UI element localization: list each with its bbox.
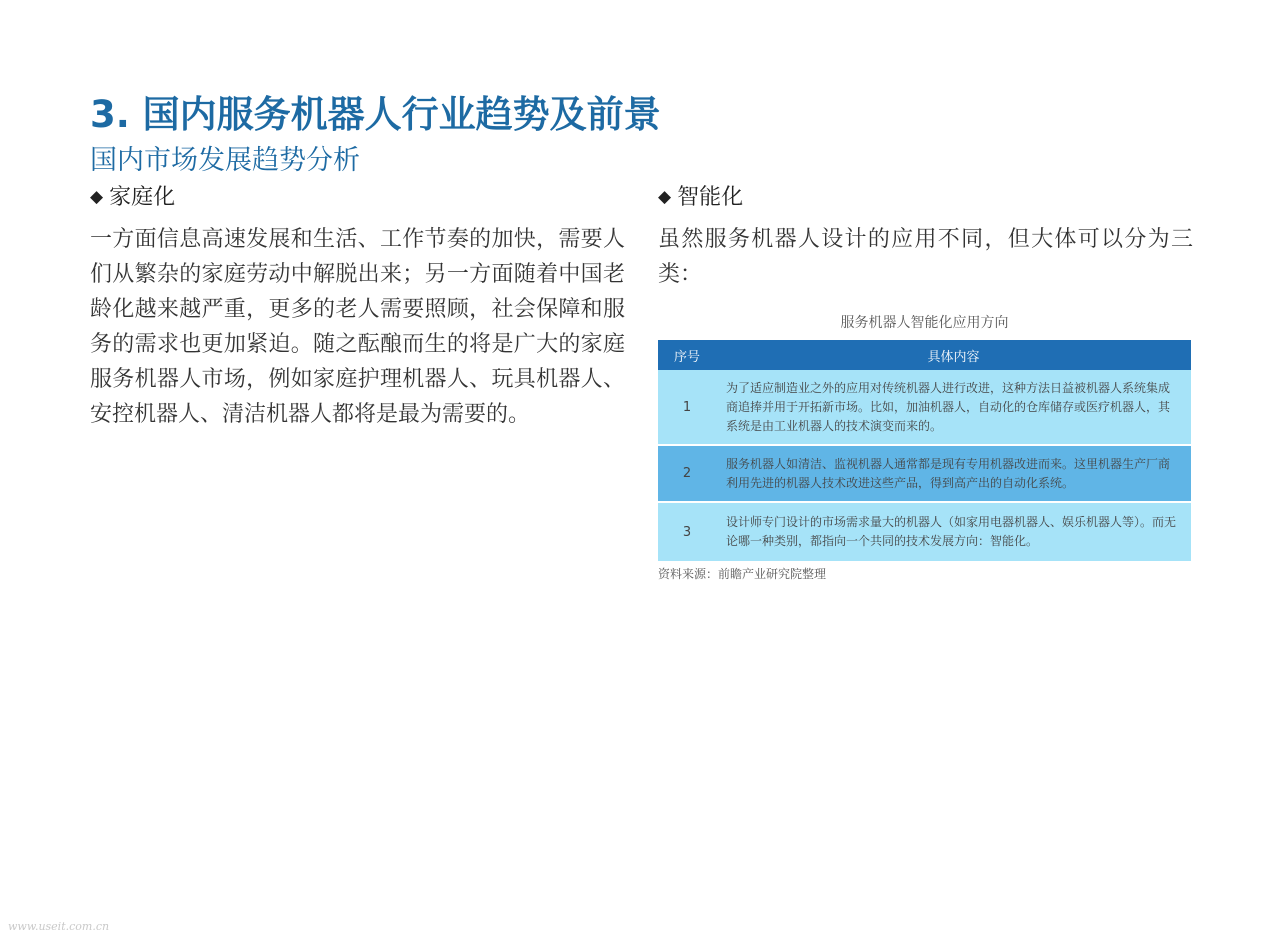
table-caption: 服务机器人智能化应用方向: [840, 315, 1009, 331]
table-row: [658, 370, 1191, 445]
table-row: [658, 445, 1191, 502]
row-content: 设计师专门设计的市场需求量大的机器人（如家用电器机器人、娱乐机器人等）。而无论哪一种类别，都指向一个共同的技术发展方向：智能化。: [716, 502, 1191, 561]
intelligent-paragraph: 虽然服务机器人设计的应用不同，但大体可以分为三类：: [658, 227, 1193, 287]
household-paragraph: 一方面信息高速发展和生活、工作节奏的加快，需要人们从繁杂的家庭劳动中解脱出来；另一方面随着中国老龄化越来越严重，更多的老人需要照顾，社会保障和服务的需求也更加紧迫。随之酝酿而生的将是广大的家庭服务机器人市场，例如家庭护理机器人、玩具机器人、安控机器人、清洁机器人都将是最为需要的。: [90, 227, 625, 427]
application-table: [658, 340, 1191, 561]
table-row: [658, 502, 1191, 561]
column-header-number: 序号: [658, 340, 716, 370]
table-header-row: [658, 340, 1191, 370]
source-note: 资料来源：前瞻产业研究院整理: [658, 567, 827, 581]
section-household: [90, 182, 625, 432]
section-heading-label: 家庭化: [109, 185, 176, 210]
page-title: 3. 国内服务机器人行业趋势及前景: [90, 93, 661, 136]
row-content: 为了适应制造业之外的应用对传统机器人进行改进，这种方法日益被机器人系统集成商追捧并用于开拓新市场。比如，加油机器人，自动化的仓库储存或医疗机器人，其系统是由工业机器人的技术演变而来的。: [716, 370, 1191, 445]
section-heading-household: [90, 182, 625, 214]
page-subtitle: 国内市场发展趋势分析: [90, 145, 360, 176]
watermark: www.useit.com.cn: [8, 920, 110, 933]
row-number: 3: [658, 502, 716, 561]
section-intelligent: [658, 182, 1193, 582]
row-number: 1: [658, 370, 716, 445]
section-heading-label: 智能化: [677, 185, 744, 210]
column-header-content: 具体内容: [716, 340, 1191, 370]
row-content: 服务机器人如清洁、监视机器人通常都是现有专用机器改进而来。这里机器生产厂商利用先进的机器人技术改进这些产品，得到高产出的自动化系统。: [716, 445, 1191, 502]
diamond-bullet-icon: ◆: [658, 187, 672, 207]
section-heading-intelligent: [658, 182, 1193, 214]
diamond-bullet-icon: ◆: [90, 187, 104, 207]
row-number: 2: [658, 445, 716, 502]
